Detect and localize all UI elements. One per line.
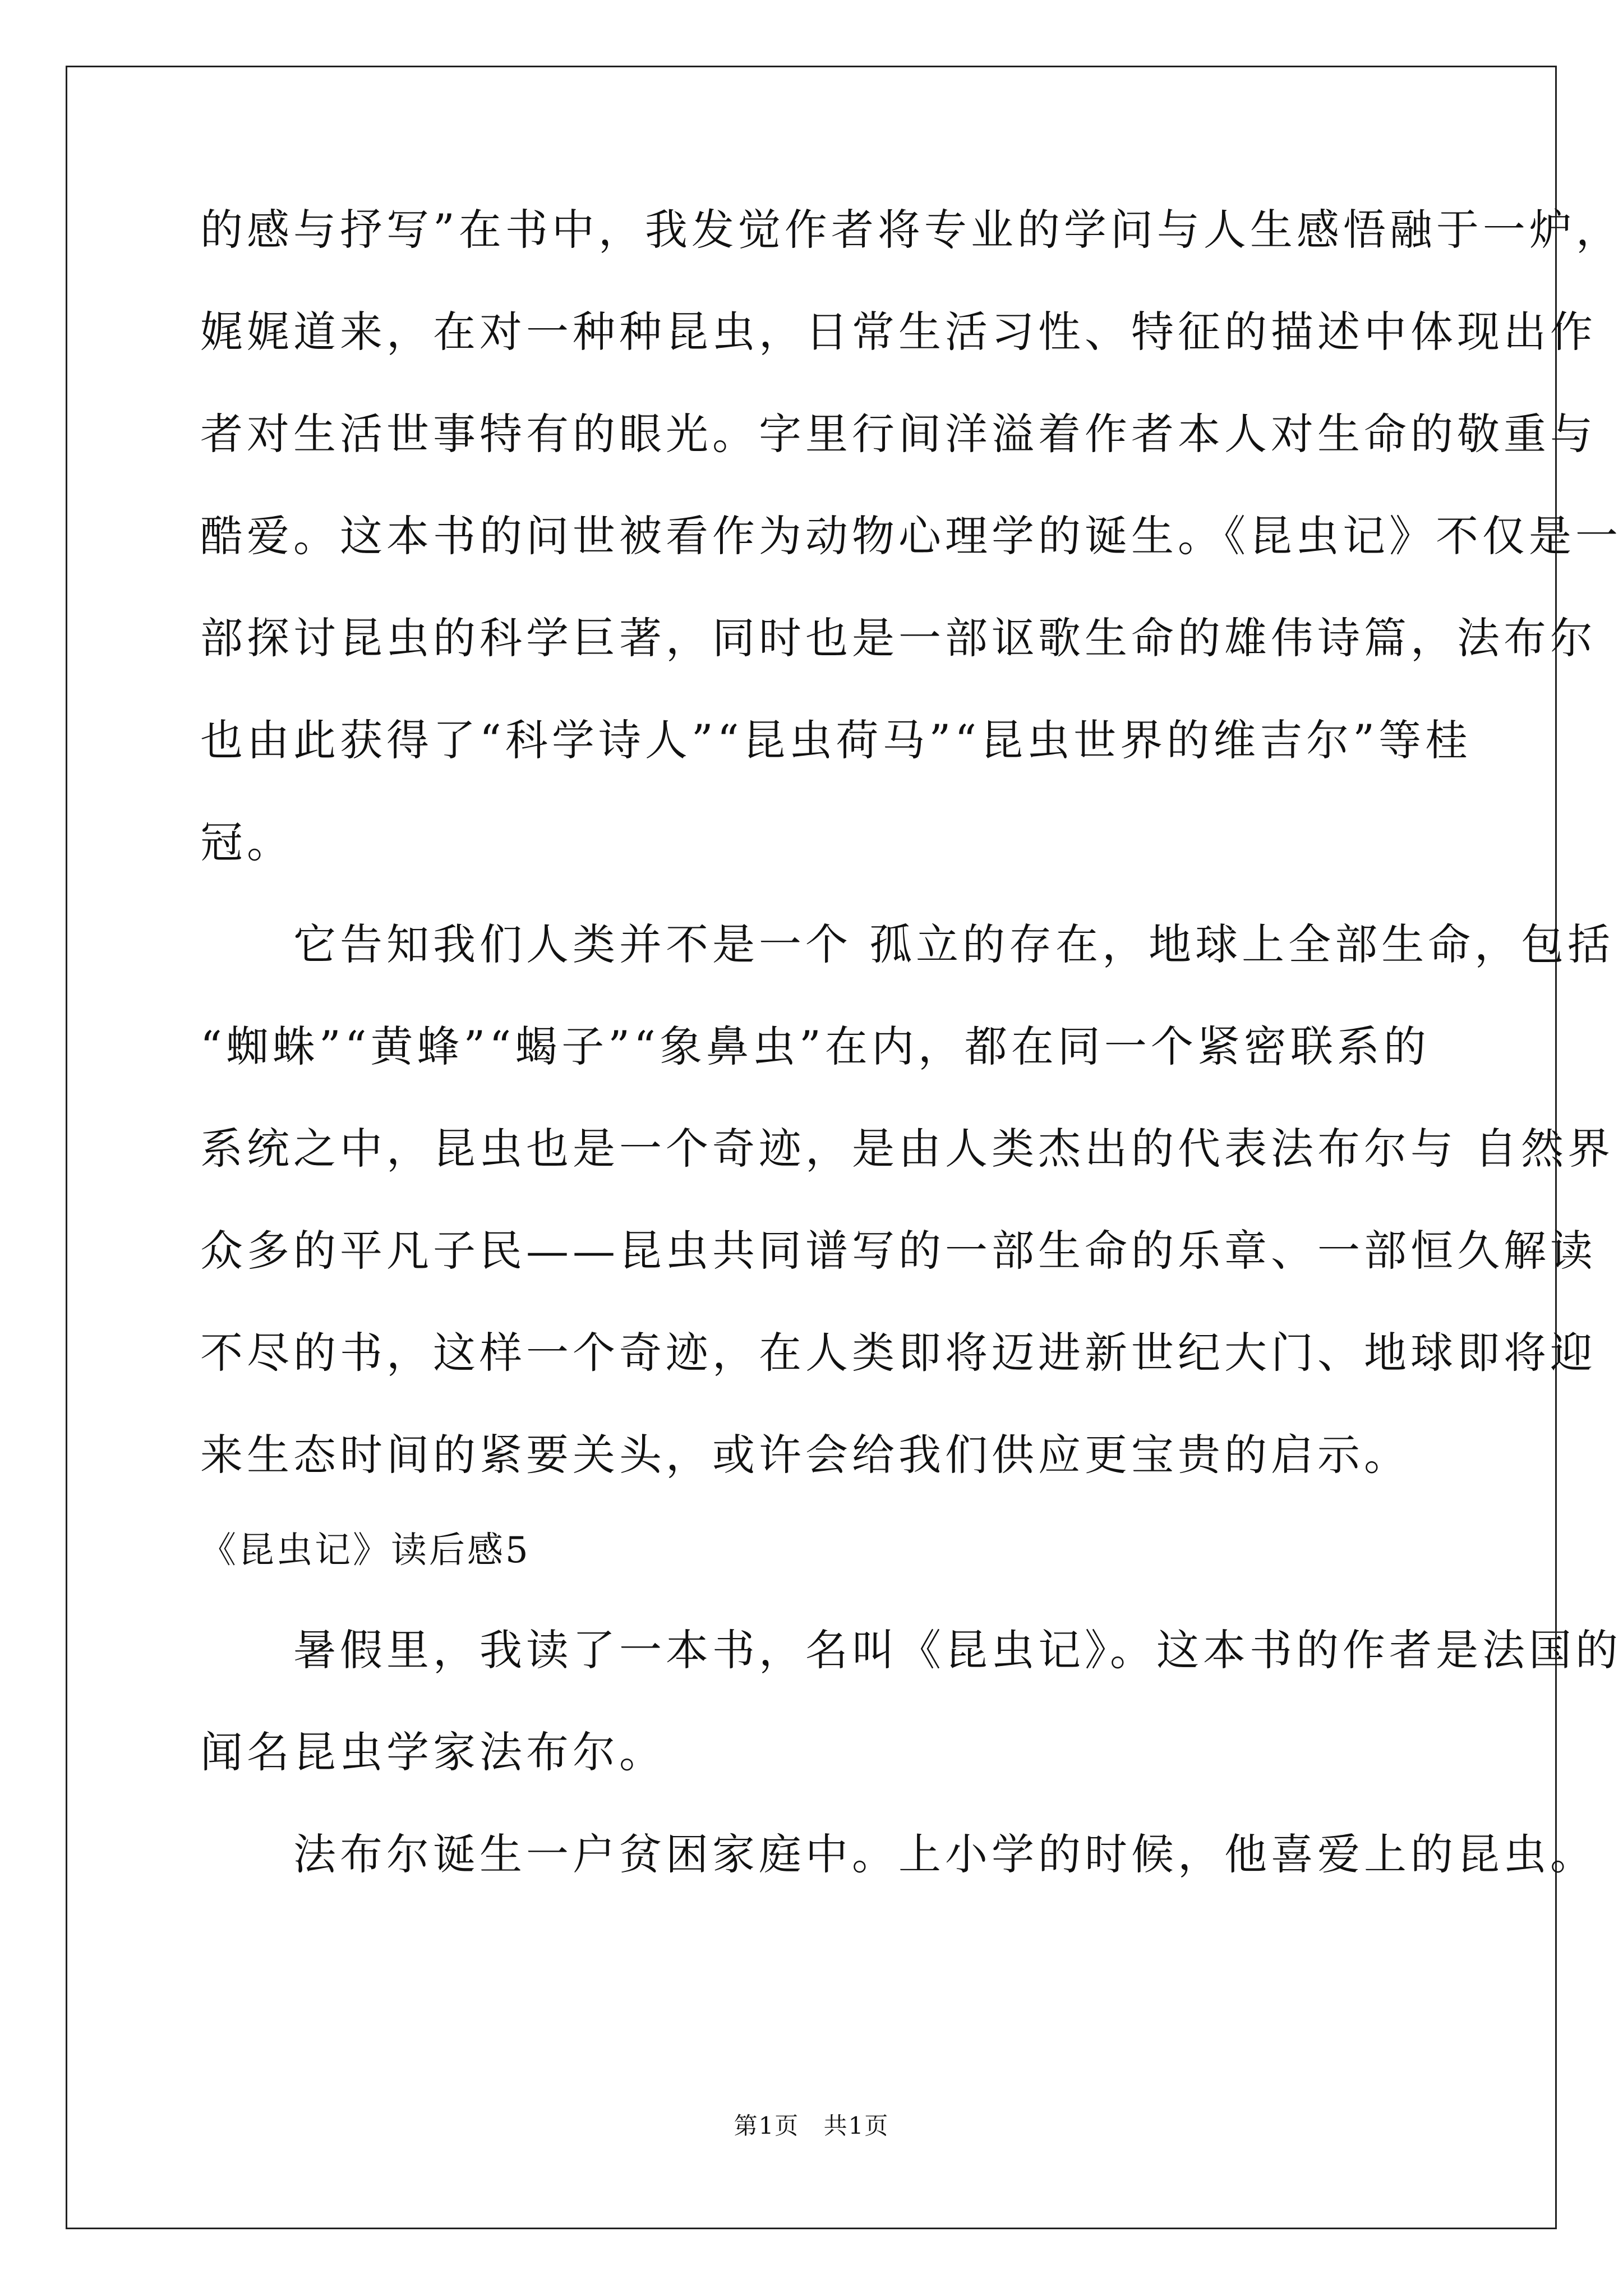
text-line: 系统之中，昆虫也是一个奇迹，是由人类杰出的代表法布尔与 自然界 — [200, 1124, 1615, 1174]
text-line: 法布尔诞生一户贫困家庭中。上小学的时候，他喜爱上的昆虫。 — [200, 1829, 1597, 1879]
text-line: “蜘蛛”“黄蜂”“蝎子”“象鼻虫”在内，都在同一个紧密联系的 — [200, 1022, 1430, 1071]
text-line: 者对生活世事特有的眼光。字里行间洋溢着作者本人对生命的敬重与 — [200, 409, 1597, 459]
text-line: 也由此获得了“科学诗人”“昆虫荷马”“昆虫世界的维吉尔”等桂 — [200, 715, 1472, 765]
text-line: 酷爱。这本书的问世被看作为动物心理学的诞生。《昆虫记》不仅是一 — [200, 511, 1622, 561]
text-line: 来生态时间的紧要关头，或许会给我们供应更宝贵的启示。 — [200, 1430, 1410, 1480]
text-line: 众多的平凡子民——昆虫共同谱写的一部生命的乐章、一部恒久解读 — [200, 1226, 1597, 1276]
text-line: 暑假里，我读了一本书，名叫《昆虫记》。这本书的作者是法国的 — [200, 1625, 1622, 1675]
text-line: 部探讨昆虫的科学巨著，同时也是一部讴歌生命的雄伟诗篇，法布尔 — [200, 613, 1597, 663]
text-line: 闻名昆虫学家法布尔。 — [200, 1727, 666, 1777]
page-total: 共1页 — [823, 2112, 889, 2139]
text-line: 它告知我们人类并不是一个 孤立的存在，地球上全部生命，包括 — [200, 919, 1615, 969]
text-line: 冠。 — [200, 817, 293, 867]
text-line: 的感与抒写”在书中，我发觉作者将专业的学问与人生感悟融于一炉， — [200, 205, 1622, 255]
section-heading: 《昆虫记》读后感5 — [200, 1530, 531, 1571]
page-footer — [0, 2109, 1623, 2143]
page-number: 第1页 — [734, 2112, 800, 2139]
text-line: 娓娓道来，在对一种种昆虫，日常生活习性、特征的描述中体现出作 — [200, 307, 1597, 357]
text-line: 不尽的书，这样一个奇迹，在人类即将迈进新世纪大门、地球即将迎 — [200, 1328, 1597, 1378]
